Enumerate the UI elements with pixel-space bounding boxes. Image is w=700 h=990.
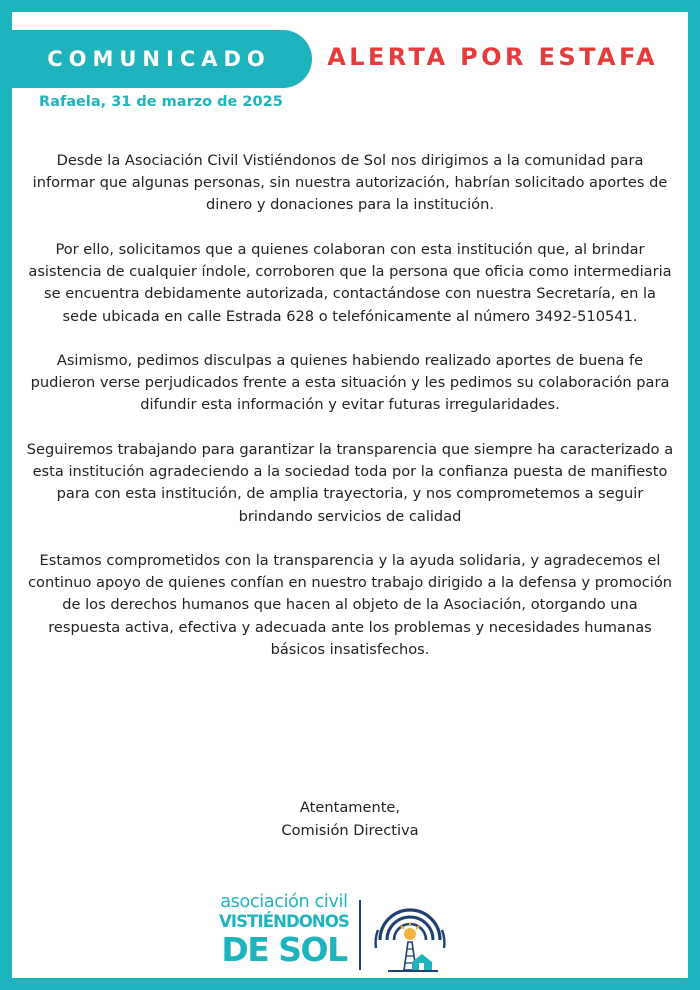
alert-title: ALERTA POR ESTAFA xyxy=(327,43,658,71)
organization-logo xyxy=(216,892,466,982)
paragraph-3: Asimismo, pedimos disculpas a quienes habiendo realizado aportes de buena fe pudieron verse perjudicados frente a esta situación y les pedimos su colaboración para difundir esta información y evitar futuras irregularidades. xyxy=(30,352,670,414)
logo-line-2: VISTIÉNDONOS xyxy=(219,912,349,931)
date-line: Rafaela, 31 de marzo de 2025 xyxy=(39,94,283,110)
logo-line-1: asociación civil xyxy=(220,892,348,912)
notice-body xyxy=(26,150,674,683)
closing-block xyxy=(12,796,688,842)
badge-label: COMUNICADO xyxy=(47,47,271,71)
paragraph-5: Estamos comprometidos con la transparencia y la ayuda solidaria, y agradecemos el continuo apoyo de quienes confían en nuestro trabajo dirigido a la defensa y promoción de los derechos humanos que hacen al objeto de la Asociación, otorgando una respuesta activa, efectiva y adecuada ante los problemas y necesidades humanas básicos insatisfechos. xyxy=(28,552,672,658)
logo-divider xyxy=(359,900,361,970)
sun-emblem-icon xyxy=(368,896,452,980)
paragraph-2: Por ello, solicitamos que a quienes colaboran con esta institución que, al brindar asistencia de cualquier índole, corroboren que la persona que oficia como intermediaria se encuentra debidamente autorizada, contactándose con nuestra Secretaría, en la sede ubicada en calle Estrada 628 o telefónicamente al número 3492-510541. xyxy=(28,240,672,325)
logo-line-3: DE SOL xyxy=(221,930,347,969)
salutation: Atentamente, xyxy=(299,799,401,816)
paragraph-1: Desde la Asociación Civil Vistiéndonos de Sol nos dirigimos a la comunidad para informar que algunas personas, sin nuestra autorización, habrían solicitado aportes de dinero y donaciones para la institución. xyxy=(32,152,668,214)
signatory: Comisión Directiva xyxy=(281,822,419,839)
comunicado-badge xyxy=(0,30,312,88)
paragraph-4: Seguiremos trabajando para garantizar la transparencia que siempre ha caracterizado a esta institución agradeciendo a la sociedad toda por la confianza puesta de manifiesto para con esta institución, de amplia trayectoria, y nos comprometemos a seguir brindando servicios de calidad xyxy=(26,440,674,525)
